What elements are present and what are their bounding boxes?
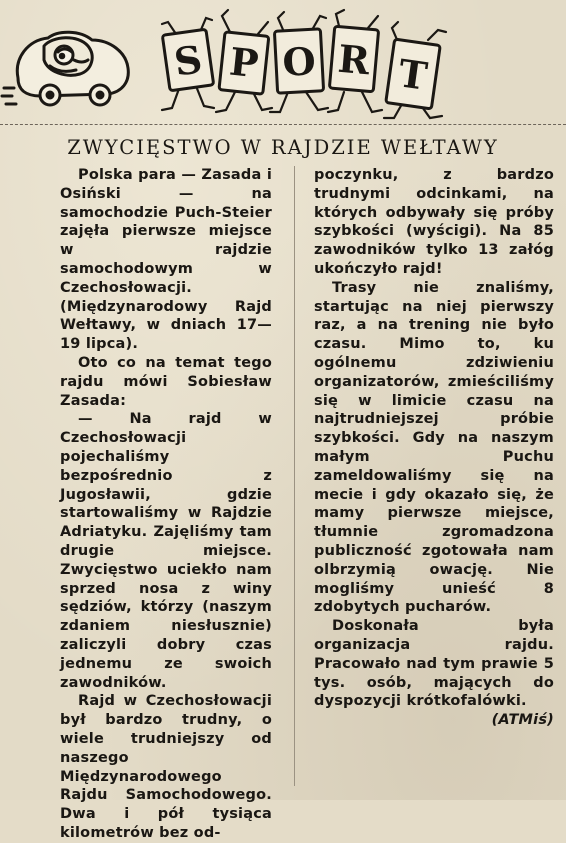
sport-masthead [0,0,566,125]
article-paragraph: Oto co na temat tego rajdu mówi Sobiesław Zasada: [60,354,272,409]
article-paragraph-text: Doskonała była organizacja rajdu. Pracowało nad tym prawie 5 tys. osób, mających do dyspozycji krótkofalówki. [314,618,554,710]
article-paragraph: Polska para — Zasada i Osiński — na samochodzie Puch-Steier zajęła pierwsze miejsce w rajdzie samochodowym w Czechosłowacji. (Międzynarodowy Rajd Wełtawy, w dniach 17—19 lipca). [60,167,272,353]
article-headline: ZWYCIĘSTWO W RAJDZIE WEŁTAWY [67,136,499,159]
article-paragraph: Rajd w Czechosłowacji był bardzo trudny, o wiele trudniejszy od naszego Międzynarodowego Rajdu Samochodowego. Dwa i pół tysiąca kilometrów bez od- [60,693,272,841]
column-divider [294,166,295,786]
article-paragraph: poczynku, z bardzo trudnymi odcinkami, na których odbywały się próby szybkości (wyścigi). Na 85 zawodników tylko 13 załóg ukończyło rajd! [314,167,554,277]
masthead-letter-o: O [281,38,317,85]
article-paragraph: Trasy nie znaliśmy, startując na niej pierwszy raz, a na trening nie było czasu. Mimo to, ku ogólnemu zdziwieniu organizatorów, zmieściliśmy się w limicie czasu na najtrudniejszej próbie szybkości. Gdy na naszym małym Puchu zameldowaliśmy się na mecie i gdy okazało się, że mamy pierwsze miejsce, tłumnie zgromadzona publiczność zgotowała nam olbrzymią owację. Nie mogliśmy unieść 8 zdobytych pucharów. [314,279,554,616]
article-column-left [60,166,272,843]
article-paragraph: — Na rajd w Czechosłowacji pojechaliśmy bezpośrednio z Jugosławii, gdzie startowaliśmy w Rajdzie Adriatyku. Zajęliśmy tam drugie miejsce. Zwycięstwo uciekło nam sprzed nosa z winy sędziów, którzy (naszym zdaniem niesłusznie) zaliczyli dobry czas jednemu ze swoich zawodników. [60,411,272,691]
racing-car-cartoon [2,32,128,105]
masthead-divider [0,124,566,125]
masthead-letter-t: T [395,50,431,99]
author-signature: (ATMiś) [491,712,554,729]
article-column-right [314,166,554,730]
masthead-letter-r: R [336,35,372,84]
sport-masthead-art [0,0,566,125]
masthead-letter-s: S [171,36,205,85]
article-paragraph [314,617,554,729]
masthead-letter-p: P [227,38,261,87]
